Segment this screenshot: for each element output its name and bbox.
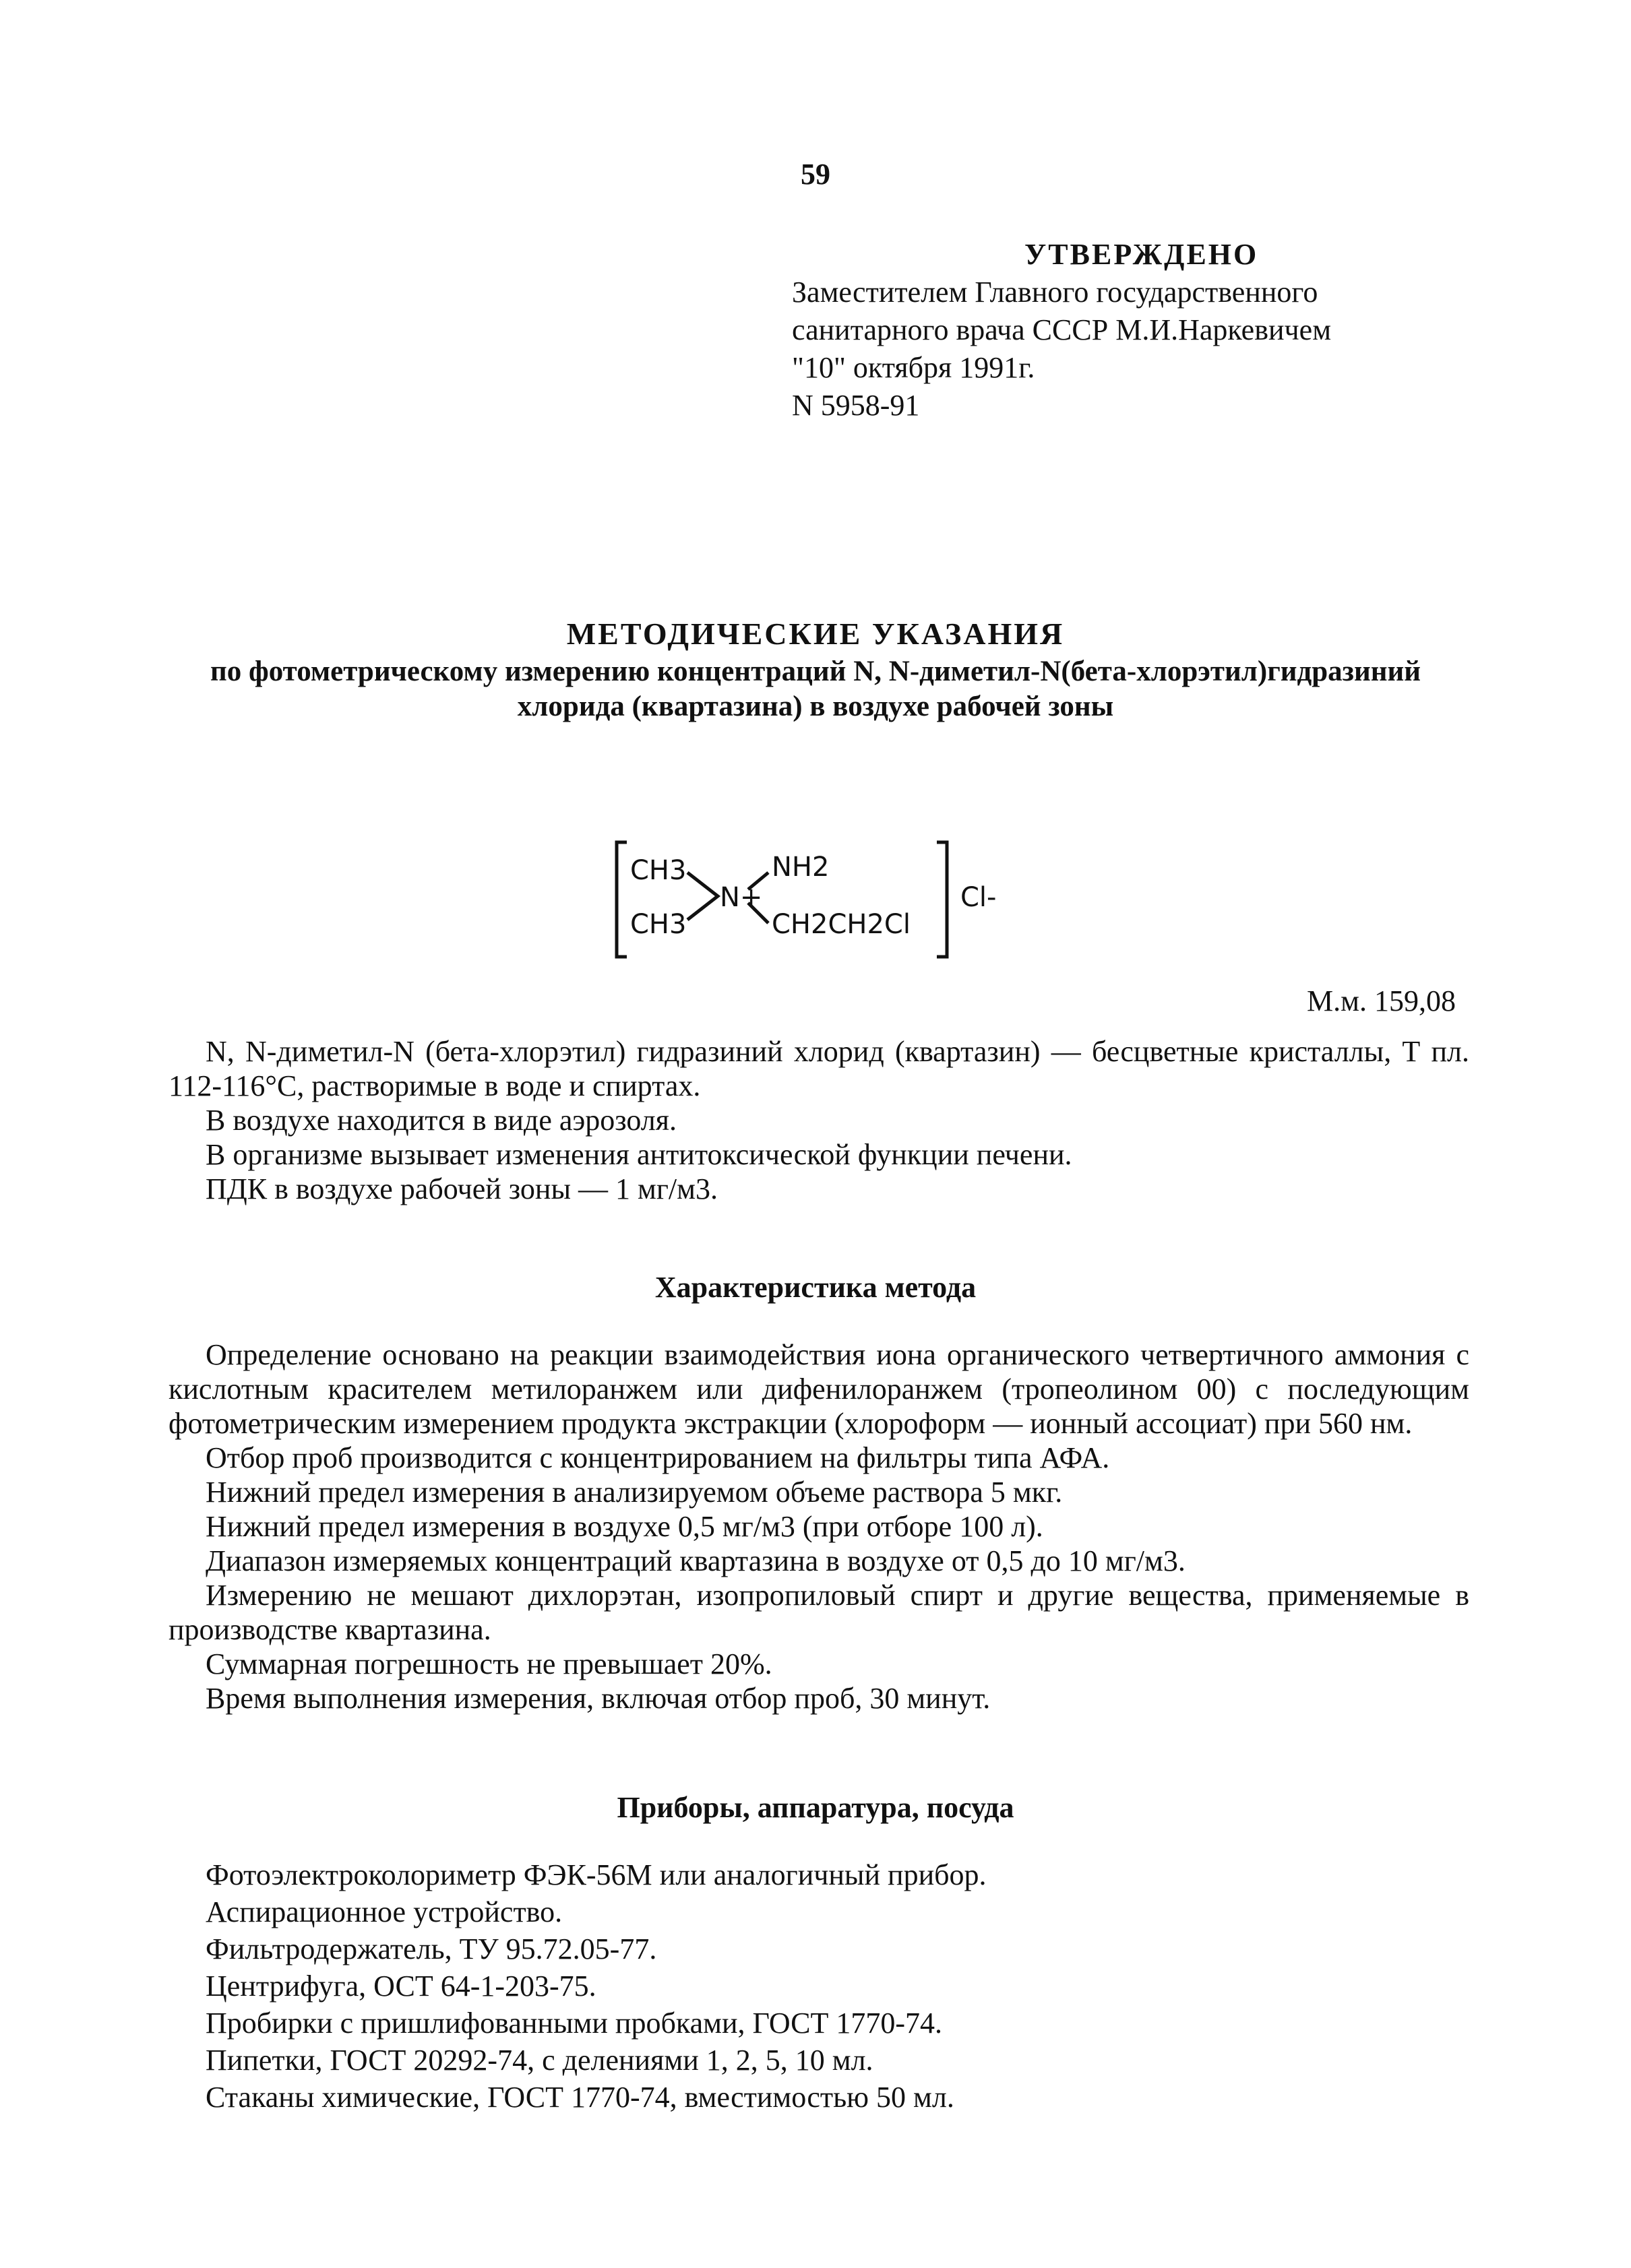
method-paragraph-3: Нижний предел измерения в анализируемом объеме раствора 5 мкг.: [206, 1476, 1063, 1509]
approval-line-3: "10" октября 1991г.: [792, 351, 1035, 384]
title-line-1: по фотометрическому измерению концентраций N, N-диметил-N(бета-хлорэтил)гидразиний: [210, 656, 1421, 687]
intro-paragraph-2: В воздухе находится в виде аэрозоля.: [206, 1104, 677, 1137]
method-paragraph-7: Суммарная погрешность не превышает 20%.: [206, 1647, 772, 1680]
structural-formula: [607, 832, 1011, 967]
intro-paragraph-4: ПДК в воздухе рабочей зоны — 1 мг/м3.: [206, 1172, 718, 1205]
method-section: [168, 1337, 1469, 1715]
right-bracket: [937, 842, 947, 957]
document-title: [162, 617, 1469, 724]
method-paragraph-1: Определение основано на реакции взаимодействия иона органического четвертичного аммония с кислотным красителем метилоранжем или дифенилоранжем (тропеолином 00) с последующим фотометрическим измерением продукта экстракции (хлороформ — ионный ассоциат) при 560 нм.: [168, 1338, 1469, 1440]
formula-drawing: [607, 832, 1011, 967]
equipment-list: [206, 1856, 987, 2116]
intro-section: [168, 1034, 1469, 1206]
methyl-top: CH3: [630, 855, 687, 886]
approval-line-4: N 5958-91: [792, 389, 920, 422]
amino-group: NH2: [772, 852, 830, 883]
title-line-2: хлорида (квартазина) в воздухе рабочей зоны: [517, 691, 1114, 722]
chloride-anion: Cl-: [960, 882, 997, 913]
intro-paragraph-1: N, N-диметил-N (бета-хлорэтил) гидразиний хлорид (квартазин) — бесцветные кристаллы, Т пл. 112-116°С, растворимые в воде и спиртах.: [168, 1035, 1469, 1102]
approval-block: [792, 236, 1331, 424]
approval-line-1: Заместителем Главного государственного: [792, 276, 1318, 309]
equipment-item: Фильтродержатель, ТУ 95.72.05-77.: [206, 1932, 657, 1965]
title-main: МЕТОДИЧЕСКИЕ УКАЗАНИЯ: [566, 617, 1065, 651]
method-paragraph-6: Измерению не мешают дихлорэтан, изопропиловый спирт и другие вещества, применяемые в производстве квартазина.: [168, 1579, 1469, 1646]
equipment-item: Пробирки с пришлифованными пробками, ГОСТ 1770-74.: [206, 2007, 943, 2040]
methyl-bottom: CH3: [630, 909, 687, 940]
page-number: 59: [801, 158, 830, 191]
equipment-item: Фотоэлектроколориметр ФЭК-56М или аналогичный прибор.: [206, 1858, 987, 1891]
method-heading: Характеристика метода: [654, 1271, 977, 1304]
equipment-item: Центрифуга, ОСТ 64-1-203-75.: [206, 1970, 596, 2003]
method-paragraph-8: Время выполнения измерения, включая отбор проб, 30 минут.: [206, 1682, 991, 1715]
approval-line-2: санитарного врача СССР М.И.Наркевичем: [792, 313, 1332, 346]
approval-heading: УТВЕРЖДЕНО: [1024, 238, 1259, 271]
equipment-item: Пипетки, ГОСТ 20292-74, с делениями 1, 2, 5, 10 мл.: [206, 2044, 873, 2077]
method-paragraph-4: Нижний предел измерения в воздухе 0,5 мг/м3 (при отборе 100 л).: [206, 1510, 1043, 1543]
left-bracket: [617, 842, 627, 957]
method-paragraph-2: Отбор проб производится с концентрированием на фильтры типа АФА.: [206, 1441, 1110, 1474]
chloroethyl-chain: CH2CH2Cl: [772, 909, 911, 940]
methyl-bonds: [687, 873, 718, 920]
nitrogen-cation: N+: [720, 882, 763, 913]
intro-paragraph-3: В организме вызывает изменения антитоксической функции печени.: [206, 1138, 1072, 1171]
method-paragraph-5: Диапазон измеряемых концентраций квартазина в воздухе от 0,5 до 10 мг/м3.: [206, 1544, 1186, 1577]
equipment-item: Стаканы химические, ГОСТ 1770-74, вместимостью 50 мл.: [206, 2081, 954, 2114]
equipment-heading: Приборы, аппаратура, посуда: [617, 1791, 1014, 1824]
equipment-item: Аспирационное устройство.: [206, 1895, 563, 1928]
molar-mass: М.м. 159,08: [1307, 984, 1456, 1017]
